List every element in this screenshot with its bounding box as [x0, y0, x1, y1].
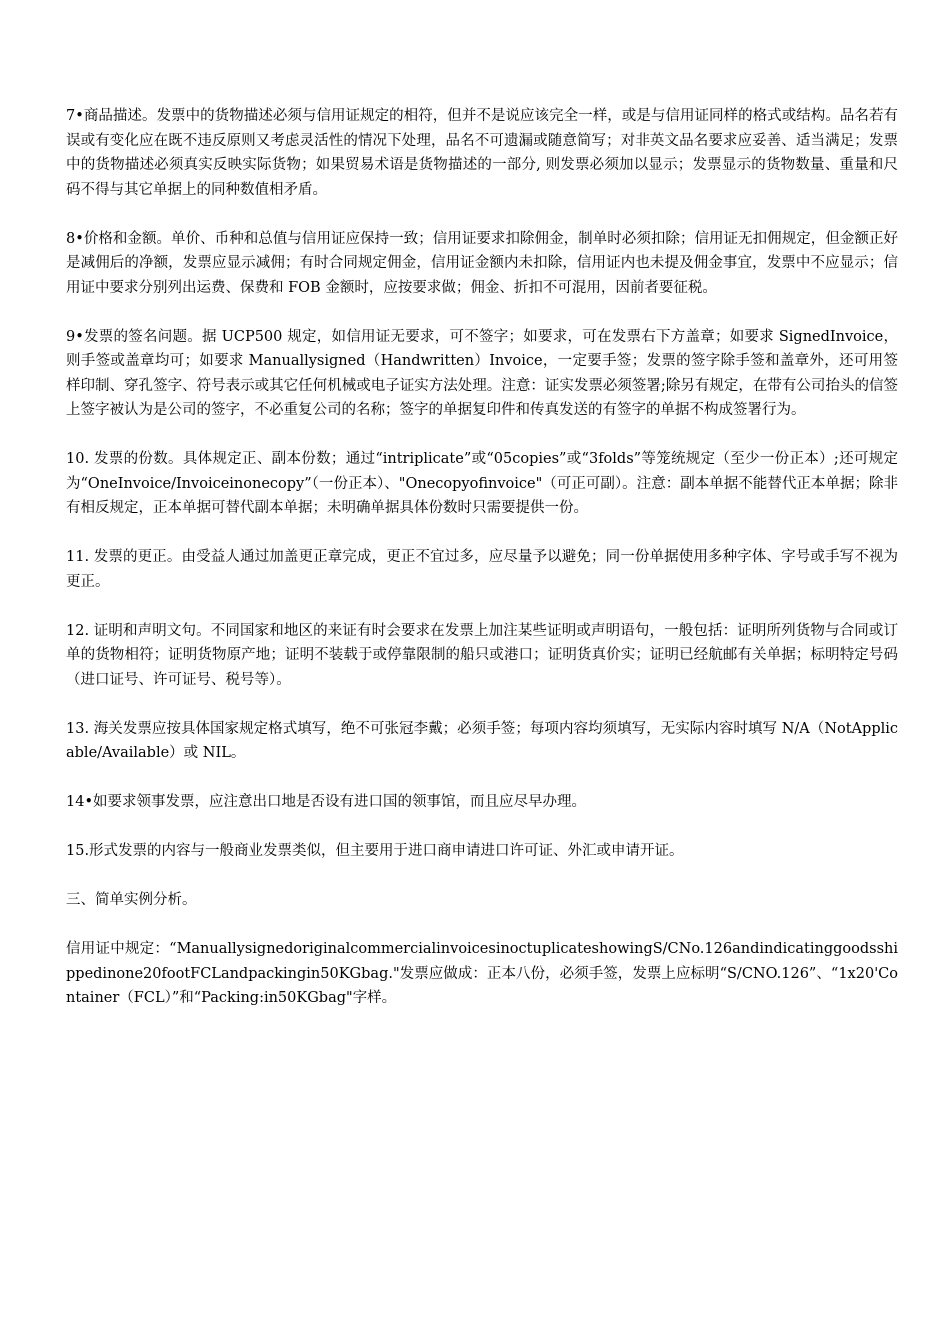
paragraph-price-amount: 8•价格和金额。单价、币种和总值与信用证应保持一致；信用证要求扣除佣金，制单时必须扣除；信用证无扣佣规定，但金额正好是减佣后的净额，发票应显示减佣；有时合同规定佣金，信用证金额内未扣除，信用证内也未提及佣金事宜，发票中不应显示；信用证中要求分别列出运费、保费和 FOB 金额时，应按要求做；佣金、折扣不可混用，因前者要征税。: [66, 230, 898, 296]
paragraph-example-lc-clause: 信用证中规定：“ManuallysignedoriginalcommercialinvoicesinoctuplicateshowingS/CNo.126andindicatinggoodsshippedinone20footFCLandpackingin50KGbag."发票应做成：正本八份，必须手签，发票上应标明“S/CNO.126”、“1x20'Container（FCL）”和“Packing:in50KGbag"字样。: [66, 941, 898, 1006]
paragraph-invoice-signature: 9•发票的签名问题。据 UCP500 规定，如信用证无要求，可不签字；如要求，可在发票右下方盖章；如要求 SignedInvoice，则手签或盖章均可；如要求 Manuallysigned（Handwritten）Invoice，一定要手签；发票的签字除手签和盖章外，还可用签样印制、穿孔签字、符号表示或其它任何机械或电子证实方法处理。注意：证实发票必须签署;除另有规定，在带有公司抬头的信签上签字被认为是公司的签字，不必重复公司的名称；签字的单据复印件和传真发送的有签字的单据不构成签署行为。: [66, 328, 898, 418]
section-heading-example-analysis: 三、简单实例分析。: [66, 892, 197, 908]
paragraph-proforma-invoice: 15.形式发票的内容与一般商业发票类似，但主要用于进口商申请进口许可证、外汇或申请开证。: [66, 843, 684, 859]
document-page: [66, 104, 898, 1035]
paragraph-invoice-copies: 10. 发票的份数。具体规定正、副本份数；通过“intriplicate”或“05copies”或“3folds”等笼统规定（至少一份正本）;还可规定为“OneInvoice/Invoiceinonecopy”（一份正本）、"Onecopyofinvoice"（可正可副）。注意：副本单据不能替代正本单据；除非有相反规定，正本单据可替代副本单据；未明确单据具体份数时只需要提供一份。: [66, 451, 898, 516]
paragraph-invoice-correction: 11. 发票的更正。由受益人通过加盖更正章完成，更正不宜过多，应尽量予以避免；同一份单据使用多种字体、字号或手写不视为更正。: [66, 549, 898, 590]
paragraph-consular-invoice: 14•如要求领事发票，应注意出口地是否设有进口国的领事馆，而且应尽早办理。: [66, 794, 587, 810]
paragraph-customs-invoice: 13. 海关发票应按具体国家规定格式填写，绝不可张冠李戴；必须手签；每项内容均须填写，无实际内容时填写 N/A（NotApplicable/Available）或 NIL。: [66, 720, 898, 761]
paragraph-certification-statements: 12. 证明和声明文句。不同国家和地区的来证有时会要求在发票上加注某些证明或声明语句，一般包括：证明所列货物与合同或订单的货物相符；证明货物原产地；证明不装载于或停靠限制的船只或港口；证明货真价实；证明已经航邮有关单据；标明特定号码（进口证号、许可证号、税号等）。: [66, 622, 898, 688]
paragraph-product-description: 7•商品描述。发票中的货物描述必须与信用证规定的相符，但并不是说应该完全一样，或是与信用证同样的格式或结构。品名若有误或有变化应在既不违反原则又考虑灵活性的情况下处理，品名不可遗漏或随意简写；对非英文品名要求应妥善、适当满足；发票中的货物描述必须真实反映实际货物；如果贸易术语是货物描述的一部分, 则发票必须加以显示；发票显示的货物数量、重量和尺码不得与其它单据上的同种数值相矛盾。: [66, 108, 898, 198]
